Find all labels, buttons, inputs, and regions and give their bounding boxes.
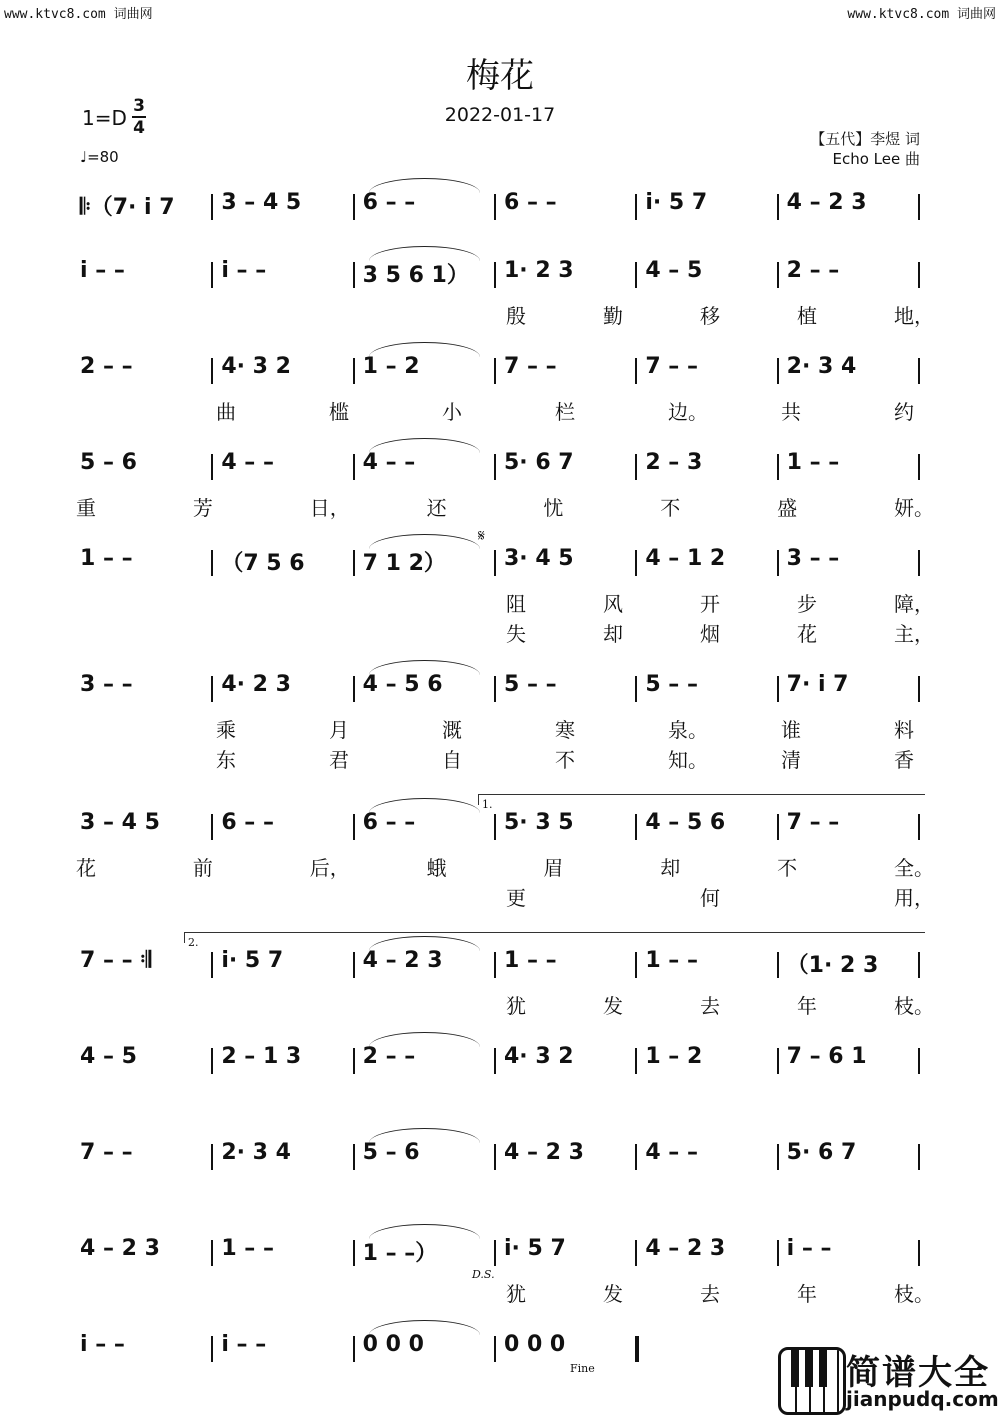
barline bbox=[635, 358, 637, 384]
tempo-mark: ♩=80 bbox=[80, 148, 119, 166]
measure: 4 – 2 3 bbox=[504, 1140, 584, 1165]
lyric-char: 主， bbox=[894, 622, 934, 646]
measure: 3· 4 5 bbox=[504, 546, 574, 571]
lyric-char: 却 bbox=[660, 856, 681, 880]
lyric-char: 约 bbox=[894, 400, 914, 424]
notation-row bbox=[76, 810, 924, 844]
lyric-char: 芳 bbox=[192, 496, 213, 520]
measure: 2 – – bbox=[80, 354, 133, 379]
barline bbox=[353, 454, 355, 480]
barline bbox=[635, 454, 637, 480]
slur bbox=[369, 342, 480, 357]
barline bbox=[353, 358, 355, 384]
lyric-line bbox=[76, 990, 934, 1018]
logo-url: jianpudq.com bbox=[846, 1387, 999, 1411]
slur bbox=[369, 1128, 480, 1143]
measure: （1· 2 3 bbox=[786, 953, 879, 978]
barline bbox=[635, 1048, 637, 1074]
measure: i· 5 7 bbox=[504, 1236, 566, 1261]
measure: 7 – – bbox=[80, 1140, 133, 1165]
notation-row bbox=[76, 1140, 924, 1174]
measure: i – – bbox=[80, 258, 125, 283]
ds-mark: D.S. bbox=[472, 1268, 495, 1281]
measure: 4 – 2 3 bbox=[80, 1236, 160, 1261]
measure: i· 5 7 bbox=[645, 190, 708, 215]
barline bbox=[635, 814, 637, 840]
time-sig-bottom: 4 bbox=[133, 118, 145, 138]
measure: 2· 3 4 bbox=[221, 1140, 291, 1165]
measure: 6 – – bbox=[362, 810, 416, 835]
barline bbox=[918, 1240, 920, 1266]
song-date: 2022-01-17 bbox=[444, 104, 556, 126]
barline bbox=[635, 952, 637, 978]
lyric-char: 不 bbox=[555, 748, 575, 772]
lyric-char: 知。 bbox=[668, 748, 708, 772]
notation-row bbox=[76, 450, 924, 484]
barline bbox=[777, 1240, 779, 1266]
measure: 4 – 5 6 bbox=[362, 672, 443, 697]
lyric-char: 边。 bbox=[668, 400, 708, 424]
lyric-char: 后， bbox=[309, 856, 350, 880]
measure: 4 – 5 6 bbox=[645, 810, 726, 835]
barline bbox=[918, 194, 920, 220]
lyric-char: 泉。 bbox=[668, 718, 708, 742]
lyric-char: 栏 bbox=[555, 400, 575, 424]
measure: 3 – – bbox=[80, 672, 133, 697]
measure: 4 – 2 3 bbox=[362, 948, 443, 973]
measure: 5· 6 7 bbox=[504, 450, 574, 475]
barline bbox=[211, 194, 213, 220]
lyric-char: 用， bbox=[894, 886, 934, 910]
lyric-char: 清 bbox=[781, 748, 801, 772]
notation-row bbox=[76, 672, 924, 706]
measure: 7 1 2） bbox=[362, 551, 446, 576]
lyric-char: 风 bbox=[603, 592, 623, 616]
lyric-char: 重 bbox=[76, 496, 96, 520]
lyric-char: 料 bbox=[894, 718, 914, 742]
barline bbox=[635, 262, 637, 288]
measure: 𝄆（7· i 7 bbox=[80, 195, 175, 220]
lyric-char: 曲 bbox=[216, 400, 236, 424]
lyric-char: 烟 bbox=[700, 622, 720, 646]
barline bbox=[494, 262, 496, 288]
measure: 4· 3 2 bbox=[504, 1044, 574, 1069]
barline bbox=[777, 1048, 779, 1074]
lyricist: 【五代】李煜 词 bbox=[810, 130, 920, 148]
measure: 6 – – bbox=[362, 190, 416, 215]
volta-1-bracket bbox=[478, 794, 925, 805]
lyric-char: 香 bbox=[894, 748, 914, 772]
measure: 3 – 4 5 bbox=[80, 810, 160, 835]
song-title: 梅花 bbox=[466, 56, 534, 96]
lyric-char: 何 bbox=[700, 886, 720, 910]
barline bbox=[777, 676, 779, 702]
measure: 3 – 4 5 bbox=[221, 190, 302, 215]
lyric-char: 蛾 bbox=[426, 856, 447, 880]
logo-text: 简谱大全 bbox=[846, 1353, 990, 1393]
measure: 5 – 6 bbox=[80, 450, 137, 475]
slur bbox=[369, 438, 480, 453]
measure: 1 – 2 bbox=[645, 1044, 703, 1069]
measure: 2 – 3 bbox=[645, 450, 703, 475]
measure: 7 – – bbox=[504, 354, 557, 379]
lyric-char: 君 bbox=[329, 748, 349, 772]
lyric-char: 犹 bbox=[506, 1282, 526, 1306]
lyric-char: 日， bbox=[309, 496, 350, 520]
measure: i – – bbox=[786, 1236, 832, 1261]
measure: 7· i 7 bbox=[786, 672, 849, 697]
barline bbox=[635, 1336, 639, 1362]
lyric-char: 眉 bbox=[543, 856, 564, 880]
measure: （7 5 6 bbox=[221, 551, 305, 576]
measure: 5 – – bbox=[504, 672, 557, 697]
barline bbox=[353, 262, 355, 288]
barline bbox=[211, 814, 213, 840]
lyric-char: 步 bbox=[797, 592, 817, 616]
measure: 1 – – bbox=[221, 1236, 274, 1261]
lyric-char: 乘 bbox=[216, 718, 236, 742]
measure: 4· 2 3 bbox=[221, 672, 291, 697]
lyric-char: 发 bbox=[603, 994, 623, 1018]
lyric-char: 妍。 bbox=[894, 496, 934, 520]
barline bbox=[211, 1336, 213, 1362]
barline bbox=[494, 194, 496, 220]
volta-1-label: 1. bbox=[482, 798, 493, 811]
notation-row bbox=[76, 258, 924, 292]
notation-row bbox=[76, 190, 924, 224]
barline bbox=[494, 1240, 496, 1266]
volta-2-label: 2. bbox=[188, 936, 199, 949]
barline bbox=[211, 454, 213, 480]
measure: 7 – – bbox=[786, 810, 840, 835]
lyric-char: 障， bbox=[894, 592, 934, 616]
barline bbox=[777, 194, 779, 220]
measure: 4 – 5 bbox=[645, 258, 703, 283]
lyric-char: 却 bbox=[603, 622, 623, 646]
measure: 4 – 5 bbox=[80, 1044, 137, 1069]
lyric-char: 东 bbox=[216, 748, 236, 772]
lyric-line bbox=[76, 882, 934, 910]
lyric-char: 全。 bbox=[894, 856, 934, 880]
notation-row bbox=[76, 546, 924, 580]
lyric-char: 共 bbox=[781, 400, 801, 424]
measure: 1 – 2 bbox=[362, 354, 420, 379]
measure: 7 – 6 1 bbox=[786, 1044, 867, 1069]
lyric-char: 忧 bbox=[543, 496, 564, 520]
lyric-char: 谁 bbox=[781, 718, 801, 742]
measure: i – – bbox=[221, 1332, 267, 1357]
lyric-line bbox=[76, 396, 924, 422]
measure: 4 – 2 3 bbox=[786, 190, 867, 215]
measure: 4 – 1 2 bbox=[645, 546, 726, 571]
lyric-char: 寒 bbox=[555, 718, 575, 742]
barline bbox=[918, 952, 920, 978]
barline bbox=[918, 358, 920, 384]
lyric-line bbox=[76, 744, 924, 770]
lyric-char: 移 bbox=[700, 304, 720, 328]
barline bbox=[211, 1240, 213, 1266]
barline bbox=[635, 676, 637, 702]
barline bbox=[211, 358, 213, 384]
barline bbox=[353, 676, 355, 702]
measure: 5 – 6 bbox=[362, 1140, 420, 1165]
barline bbox=[494, 952, 496, 978]
slur bbox=[369, 798, 480, 813]
barline bbox=[918, 1048, 920, 1074]
barline bbox=[918, 814, 920, 840]
measure: 2 – 1 3 bbox=[221, 1044, 302, 1069]
measure: 2· 3 4 bbox=[786, 354, 857, 379]
measure: 3 5 6 1） bbox=[362, 263, 469, 288]
lyric-char: 去 bbox=[700, 994, 720, 1018]
lyric-char: 不 bbox=[777, 856, 798, 880]
measure: 7 – – bbox=[645, 354, 698, 379]
barline bbox=[211, 550, 213, 576]
lyric-char: 花 bbox=[797, 622, 817, 646]
barline bbox=[777, 358, 779, 384]
barline bbox=[353, 1048, 355, 1074]
barline bbox=[211, 952, 213, 978]
measure: 2 – – bbox=[786, 258, 840, 283]
lyric-char: 地， bbox=[894, 304, 934, 328]
composer: Echo Lee 曲 bbox=[832, 150, 920, 168]
barline bbox=[211, 1048, 213, 1074]
watermark-left: www.ktvc8.com 词曲网 bbox=[4, 7, 153, 22]
lyric-char: 花 bbox=[76, 856, 96, 880]
barline bbox=[494, 1048, 496, 1074]
lyric-char: 自 bbox=[442, 748, 462, 772]
measure: 1· 2 3 bbox=[504, 258, 574, 283]
site-logo bbox=[778, 1345, 1000, 1415]
slur bbox=[369, 1032, 480, 1047]
measure: 1 – –） bbox=[362, 1241, 438, 1266]
lyric-char: 不 bbox=[660, 496, 681, 520]
lyric-line bbox=[76, 492, 934, 520]
barline bbox=[494, 1336, 496, 1362]
fine-mark: Fine bbox=[570, 1362, 595, 1375]
measure: i· 5 7 bbox=[221, 948, 284, 973]
measure: 4 – – bbox=[645, 1140, 698, 1165]
lyric-char: 年 bbox=[797, 994, 817, 1018]
barline bbox=[211, 1144, 213, 1170]
measure: 4· 3 2 bbox=[221, 354, 291, 379]
measure: 1 – – bbox=[786, 450, 840, 475]
barline bbox=[494, 814, 496, 840]
lyric-char: 犹 bbox=[506, 994, 526, 1018]
slur bbox=[369, 246, 480, 261]
measure: i – – bbox=[221, 258, 267, 283]
measure: 1 – – bbox=[504, 948, 557, 973]
barline bbox=[211, 676, 213, 702]
measure: 7 – – 𝄇 bbox=[80, 948, 151, 973]
slur bbox=[369, 178, 480, 193]
key-signature: 1=D bbox=[82, 106, 127, 130]
barline bbox=[777, 1144, 779, 1170]
lyric-line bbox=[76, 714, 924, 740]
lyric-char: 更 bbox=[506, 886, 526, 910]
barline bbox=[353, 952, 355, 978]
lyric-char: 枝。 bbox=[894, 1282, 934, 1306]
barline bbox=[353, 814, 355, 840]
barline bbox=[918, 550, 920, 576]
measure: 6 – – bbox=[504, 190, 557, 215]
barline bbox=[777, 550, 779, 576]
segno-sign: 𝄋 bbox=[478, 526, 485, 545]
lyric-char: 植 bbox=[797, 304, 817, 328]
barline bbox=[777, 262, 779, 288]
barline bbox=[635, 1240, 637, 1266]
barline bbox=[777, 814, 779, 840]
slur bbox=[369, 660, 480, 675]
lyric-char: 殷 bbox=[506, 304, 526, 328]
barline bbox=[635, 1144, 637, 1170]
piano-icon bbox=[778, 1347, 846, 1415]
barline bbox=[494, 550, 496, 576]
barline bbox=[918, 1144, 920, 1170]
lyric-line bbox=[76, 588, 934, 616]
barline bbox=[353, 550, 355, 576]
measure: 0 0 0 bbox=[504, 1332, 566, 1357]
barline bbox=[494, 1144, 496, 1170]
time-signature bbox=[132, 96, 146, 138]
watermark-right: www.ktvc8.com 词曲网 bbox=[847, 7, 996, 22]
lyric-char: 盛 bbox=[777, 496, 798, 520]
barline bbox=[918, 454, 920, 480]
barline bbox=[353, 1336, 355, 1362]
barline bbox=[918, 676, 920, 702]
lyric-char: 去 bbox=[700, 1282, 720, 1306]
measure: 3 – – bbox=[786, 546, 840, 571]
measure: 4 – – bbox=[221, 450, 274, 475]
barline bbox=[494, 454, 496, 480]
measure: 5· 3 5 bbox=[504, 810, 574, 835]
lyric-char: 前 bbox=[192, 856, 213, 880]
measure: 6 – – bbox=[221, 810, 274, 835]
measure: 0 0 0 bbox=[362, 1332, 424, 1357]
barline bbox=[777, 952, 779, 978]
lyric-line bbox=[76, 618, 934, 646]
barline bbox=[211, 262, 213, 288]
lyric-char: 发 bbox=[603, 1282, 623, 1306]
slur bbox=[369, 534, 480, 549]
barline bbox=[494, 676, 496, 702]
lyric-line bbox=[76, 300, 934, 328]
lyric-char: 小 bbox=[442, 400, 462, 424]
lyric-char: 槛 bbox=[329, 400, 349, 424]
notation-row bbox=[76, 948, 924, 982]
measure: 1 – – bbox=[80, 546, 133, 571]
lyric-char: 开 bbox=[700, 592, 720, 616]
notation-row bbox=[76, 1236, 924, 1270]
barline bbox=[353, 1240, 355, 1266]
measure: i – – bbox=[80, 1332, 125, 1357]
barline bbox=[635, 550, 637, 576]
notation-row bbox=[76, 354, 924, 388]
lyric-char: 年 bbox=[797, 1282, 817, 1306]
measure: 1 – – bbox=[645, 948, 698, 973]
lyric-char: 还 bbox=[426, 496, 447, 520]
slur bbox=[369, 1320, 480, 1335]
lyric-char: 溉 bbox=[442, 718, 462, 742]
time-sig-top: 3 bbox=[133, 96, 145, 116]
barline bbox=[918, 262, 920, 288]
barline bbox=[777, 454, 779, 480]
measure: 5· 6 7 bbox=[786, 1140, 857, 1165]
barline bbox=[353, 1144, 355, 1170]
barline bbox=[353, 194, 355, 220]
lyric-char: 阻 bbox=[506, 592, 526, 616]
notation-row bbox=[76, 1044, 924, 1078]
measure: 5 – – bbox=[645, 672, 698, 697]
measure: 4 – – bbox=[362, 450, 416, 475]
lyric-line bbox=[76, 1278, 934, 1306]
volta-2-bracket bbox=[184, 932, 925, 943]
lyric-char: 月 bbox=[329, 718, 349, 742]
lyric-char: 勤 bbox=[603, 304, 623, 328]
lyric-line bbox=[76, 852, 934, 880]
lyric-char: 枝。 bbox=[894, 994, 934, 1018]
measure: 4 – 2 3 bbox=[645, 1236, 726, 1261]
lyric-char: 失 bbox=[506, 622, 526, 646]
measure: 2 – – bbox=[362, 1044, 416, 1069]
barline bbox=[494, 358, 496, 384]
barline bbox=[635, 194, 637, 220]
slur bbox=[369, 1224, 480, 1239]
